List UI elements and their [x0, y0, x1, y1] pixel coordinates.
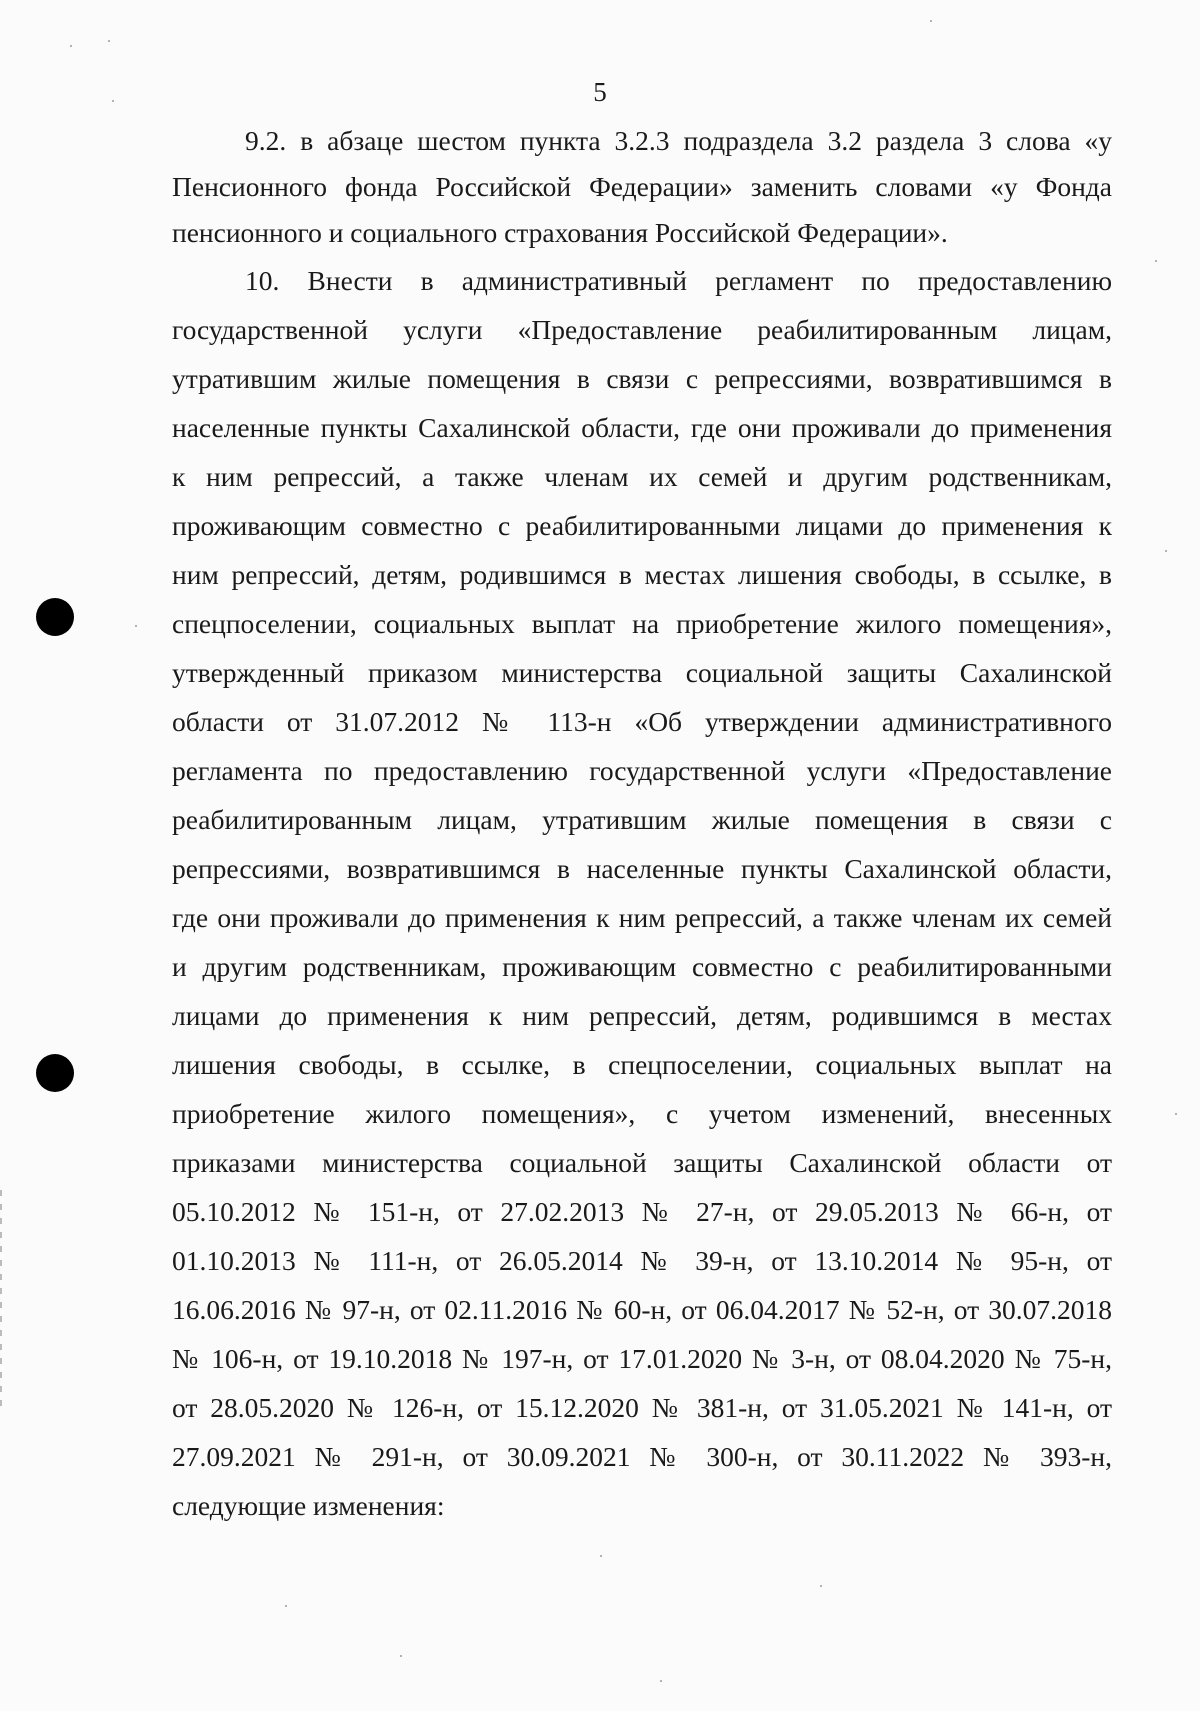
text-line: лишения свободы, в ссылке, в спецпоселении, социальных выплат на [172, 1049, 1112, 1080]
text-line: к ним репрессий, а также членам их семей и другим родственникам, [172, 461, 1112, 492]
scan-speck [820, 1585, 822, 1587]
text-line: проживающим совместно с реабилитированными лицами до применения к [172, 510, 1112, 541]
scan-speck [1165, 550, 1167, 552]
scan-speck [660, 1680, 662, 1682]
punch-hole [36, 598, 74, 636]
scan-speck [1155, 260, 1157, 262]
text-line: 10. Внести в административный регламент по предоставлению [245, 265, 1112, 296]
scan-speck [1175, 1113, 1177, 1115]
text-line: области от 31.07.2012 № 113-н «Об утверждении административного [172, 706, 1112, 737]
page-number: 5 [593, 77, 607, 107]
text-line: № 106-н, от 19.10.2018 № 197-н, от 17.01.2020 № 3-н, от 08.04.2020 № 75-н, [172, 1343, 1112, 1374]
text-line: и другим родственникам, проживающим совместно с реабилитированными [172, 951, 1112, 982]
scan-speck [70, 45, 72, 47]
text-line: населенные пункты Сахалинской области, где они проживали до применения [172, 412, 1112, 443]
scan-speck [285, 1605, 287, 1607]
text-line: 27.09.2021 № 291-н, от 30.09.2021 № 300-н, от 30.11.2022 № 393-н, [172, 1441, 1112, 1472]
text-line: где они проживали до применения к ним репрессий, а также членам их семей [172, 902, 1112, 933]
text-line: лицами до применения к ним репрессий, детям, родившимся в местах [172, 1000, 1112, 1031]
text-line: репрессиями, возвратившимся в населенные пункты Сахалинской области, [172, 853, 1112, 884]
scan-edge-artifact [0, 1190, 2, 1410]
text-line: 16.06.2016 № 97-н, от 02.11.2016 № 60-н, от 06.04.2017 № 52-н, от 30.07.2018 [172, 1294, 1112, 1325]
scan-speck [600, 1555, 602, 1557]
scan-speck [400, 1655, 402, 1657]
text-line: Пенсионного фонда Российской Федерации» заменить словами «у Фонда [172, 171, 1112, 202]
text-line: государственной услуги «Предоставление реабилитированным лицам, [172, 314, 1112, 345]
text-line: утвержденный приказом министерства социальной защиты Сахалинской [172, 657, 1112, 688]
text-line: от 28.05.2020 № 126-н, от 15.12.2020 № 381-н, от 31.05.2021 № 141-н, от [172, 1392, 1112, 1423]
text-line: утратившим жилые помещения в связи с репрессиями, возвратившимся в [172, 363, 1112, 394]
scan-speck [108, 40, 110, 42]
text-line: 01.10.2013 № 111-н, от 26.05.2014 № 39-н, от 13.10.2014 № 95-н, от [172, 1245, 1112, 1276]
text-line: приказами министерства социальной защиты Сахалинской области от [172, 1147, 1112, 1178]
text-line: ним репрессий, детям, родившимся в местах лишения свободы, в ссылке, в [172, 559, 1112, 590]
text-line: реабилитированным лицам, утратившим жилые помещения в связи с [172, 804, 1112, 835]
text-line: следующие изменения: [172, 1490, 445, 1521]
text-line: спецпоселении, социальных выплат на приобретение жилого помещения», [172, 608, 1112, 639]
text-line: 05.10.2012 № 151-н, от 27.02.2013 № 27-н, от 29.05.2013 № 66-н, от [172, 1196, 1112, 1227]
scan-speck [112, 100, 114, 102]
text-line: пенсионного и социального страхования Российской Федерации». [172, 217, 948, 248]
text-line: приобретение жилого помещения», с учетом изменений, внесенных [172, 1098, 1112, 1129]
scan-speck [135, 625, 137, 627]
scan-speck [930, 20, 932, 22]
text-line: регламента по предоставлению государственной услуги «Предоставление [172, 755, 1112, 786]
punch-hole [36, 1054, 74, 1092]
text-line: 9.2. в абзаце шестом пункта 3.2.3 подраздела 3.2 раздела 3 слова «у [245, 125, 1112, 156]
